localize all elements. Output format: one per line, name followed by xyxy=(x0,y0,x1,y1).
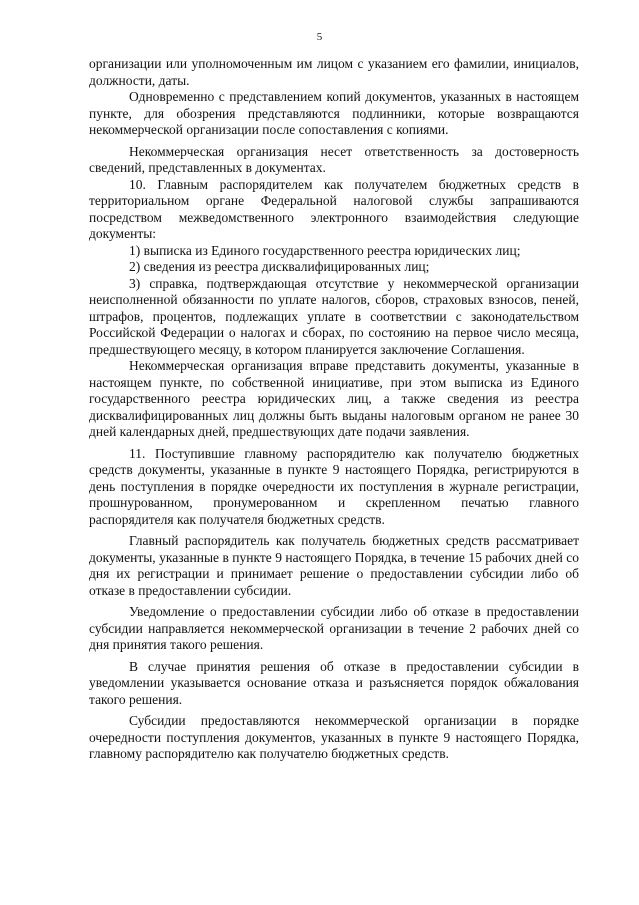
list-item-1: 1) выписка из Единого государственного реестра юридических лиц; xyxy=(129,242,521,258)
paragraph-originals: Одновременно с представлением копий документов, указанных в настоящем пункте, для обозрения представляются подлинники, которые возвращаются некоммерческой организации после сопоставления с копиями. xyxy=(89,89,579,137)
page-number: 5 xyxy=(316,31,323,43)
list-item-3: 3) справка, подтверждающая отсутствие у некоммерческой организации неисполненной обязанности по уплате налогов, сборов, страховых взносов, пеней, штрафов, процентов, подлежащих уплате в соответствии с законодательством Российской Федерации о налогах и сборах, по состоянию на первое число месяца, предшествующего месяцу, в котором планируется заключение Соглашения. xyxy=(89,275,579,357)
list-item-2: 2) сведения из реестра дисквалифицированных лиц; xyxy=(129,259,430,274)
paragraph-item-10: 10. Главным распорядителем как получателем бюджетных средств в территориальном органе Федеральной налоговой службы запрашиваются посредством межведомственного электронного взаимодействия следующие документы: xyxy=(89,176,579,241)
paragraph-own-initiative: Некоммерческая организация вправе представить документы, указанные в настоящем пункте, по собственной инициативе, при этом выписка из Единого государственного реестра юридических лиц, а также сведения из реестра дисквалифицированных лиц должны быть выданы налоговым органом не ранее 30 дней календарных дней, предшествующих дате подачи заявления. xyxy=(89,358,579,439)
paragraph-order: Субсидии предоставляются некоммерческой организации в порядке очередности поступления документов, указанных в пункте 9 настоящего Порядка, главному распорядителю как получателю бюджетных средств. xyxy=(89,713,579,761)
paragraph-review: Главный распорядитель как получатель бюджетных средств рассматривает документы, указанные в пункте 9 настоящего Порядка, в течение 15 рабочих дней со дня их регистрации и принимает решение о предоставлении субсидии либо об отказе в предоставлении субсидии. xyxy=(89,533,579,598)
paragraph-responsibility: Некоммерческая организация несет ответственность за достоверность сведений, представленных в документах. xyxy=(89,143,579,175)
paragraph-item-11: 11. Поступившие главному распорядителю как получателю бюджетных средств документы, указанные в пункте 9 настоящего Порядка, регистрируются в день поступления в порядке очередности их поступления в журнале регистрации, прошнурованном, пронумерованном и скрепленном печатью главного распорядителя как получателя бюджетных средств. xyxy=(89,445,579,527)
paragraph-continuation: организации или уполномоченным им лицом с указанием его фамилии, инициалов, должности, даты. xyxy=(89,56,579,88)
paragraph-notification: Уведомление о предоставлении субсидии либо об отказе в предоставлении субсидии направляется некоммерческой организации в течение 2 рабочих дней со дня принятия такого решения. xyxy=(89,604,579,652)
document-body xyxy=(89,56,579,763)
paragraph-refusal: В случае принятия решения об отказе в предоставлении субсидии в уведомлении указывается основание отказа и разъясняется порядок обжалования такого решения. xyxy=(89,658,579,707)
